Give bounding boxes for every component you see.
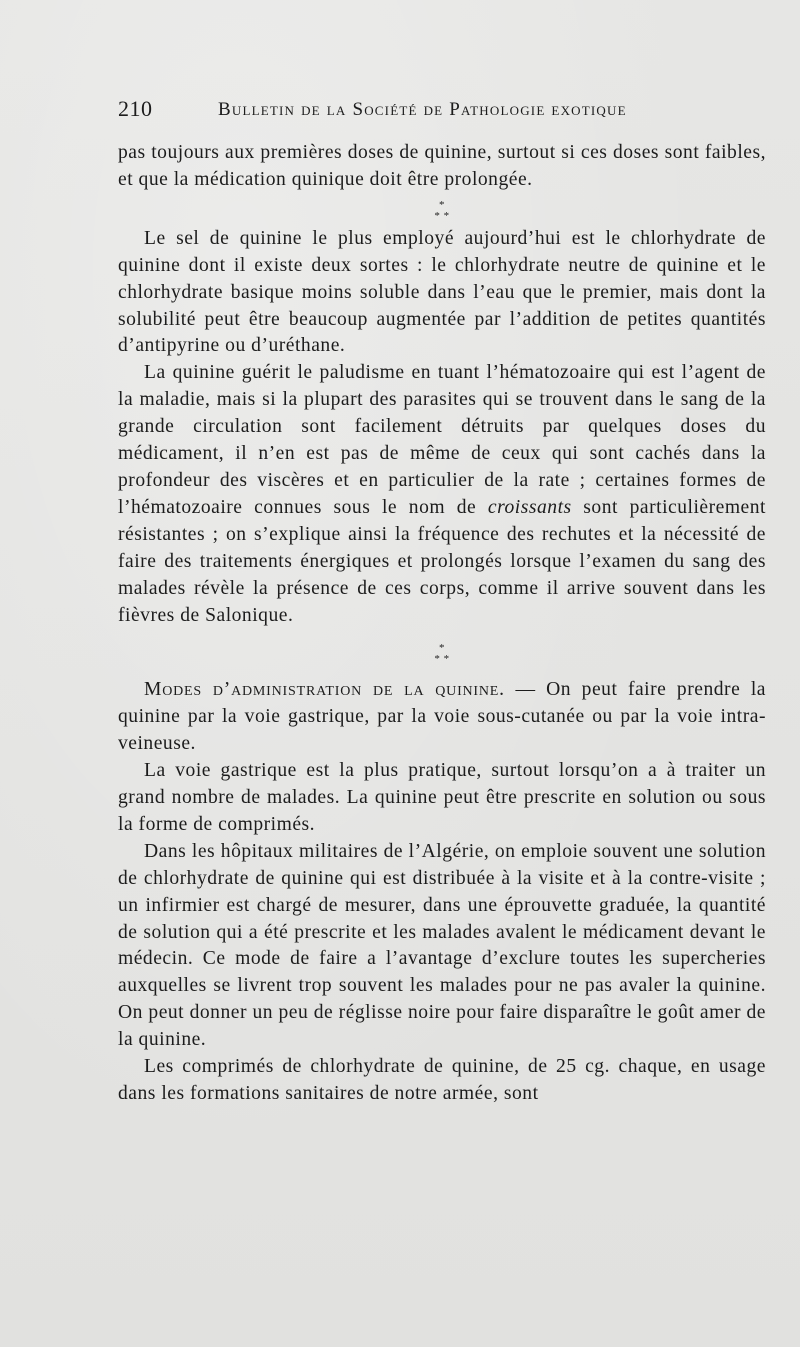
asterism-top: *: [439, 642, 445, 655]
paragraph-administration-modes: [118, 677, 766, 758]
asterism-bottom: * *: [434, 209, 450, 222]
croissants-term: croissants: [487, 496, 572, 518]
page-header: [118, 96, 758, 126]
body-text: [118, 140, 766, 1108]
paragraph-continued: pas toujours aux premières doses de quinine, surtout si ces doses sont faibles, et que la médication quinique doit être prolongée.: [118, 142, 766, 190]
asterism-bottom: * *: [434, 653, 450, 666]
paragraph-quinine-action: [118, 360, 766, 629]
page-number: 210: [118, 96, 153, 121]
spacer: [118, 629, 766, 637]
asterism-divider: [118, 200, 766, 222]
paragraph-quinine-salt: Le sel de quinine le plus employé aujourd’hui est le chlorhydrate de quinine dont il existe deux sortes : le chlorhydrate neutre de quinine et le chlorhydrate basique moins soluble dans l’eau que le premier, mais dont la solubilité peut être beaucoup augmentée par l’addition de petites quantités d’antipyrine ou d’uréthane.: [118, 227, 766, 357]
paragraph-administration-modes-text: — On peut faire prendre la quinine par la voie gastrique, par la voie sous-cutanée ou par la voie intra-veineuse.: [118, 679, 766, 755]
paragraph-tablets: Les comprimés de chlorhydrate de quinine, de 25 cg. chaque, en usage dans les formations sanitaires de notre armée, sont: [118, 1056, 766, 1104]
asterism-divider-2: [118, 643, 766, 665]
paragraph-algerian-hospitals: Dans les hôpitaux militaires de l’Algérie, on emploie souvent une solution de chlorhydrate de quinine qui est distribuée à la visite et à la contre-visite ; un infirmier est chargé de mesurer, dans une éprouvette graduée, la quantité de solution qui a été prescrite et les malades avalent le médicament devant le médecin. Ce mode de faire a l’avantage d’exclure toutes les supercheries auxquelles se livrent trop souvent les malades pour ne pas avaler la quinine. On peut donner un peu de réglisse noire pour faire disparaître le goût amer de la quinine.: [118, 840, 766, 1051]
section-title: Modes d’administration de la quinine.: [144, 679, 505, 701]
asterism-top: *: [439, 198, 445, 211]
paragraph-quinine-action-start: La quinine guérit le paludisme en tuant l’hématozoaire qui est l’agent de la maladie, mais si la plupart des parasites qui se trouvent dans le sang de la grande circulation sont facilement détruits par quelques doses du médicament, il n’en est pas de même de ceux qui sont cachés dans la profondeur des viscères et en particulier de la rate ; certaines formes de l’hématozoaire connues sous le nom de: [118, 362, 766, 518]
spacer: [118, 669, 766, 677]
running-title: Bulletin de la Société de Pathologie exotique: [218, 99, 627, 120]
paragraph-quinine-action-end: sont particulièrement résistantes ; on s’explique ainsi la fréquence des rechutes et la nécessité de faire des traitements énergiques et prolongés lorsque l’examen du sang des malades révèle la présence de ces corps, comme il arrive souvent dans les fièvres de Salonique.: [118, 496, 766, 626]
paragraph-gastric-route: La voie gastrique est la plus pratique, surtout lorsqu’on a à traiter un grand nombre de malades. La quinine peut être prescrite en solution ou sous la forme de comprimés.: [118, 760, 766, 835]
